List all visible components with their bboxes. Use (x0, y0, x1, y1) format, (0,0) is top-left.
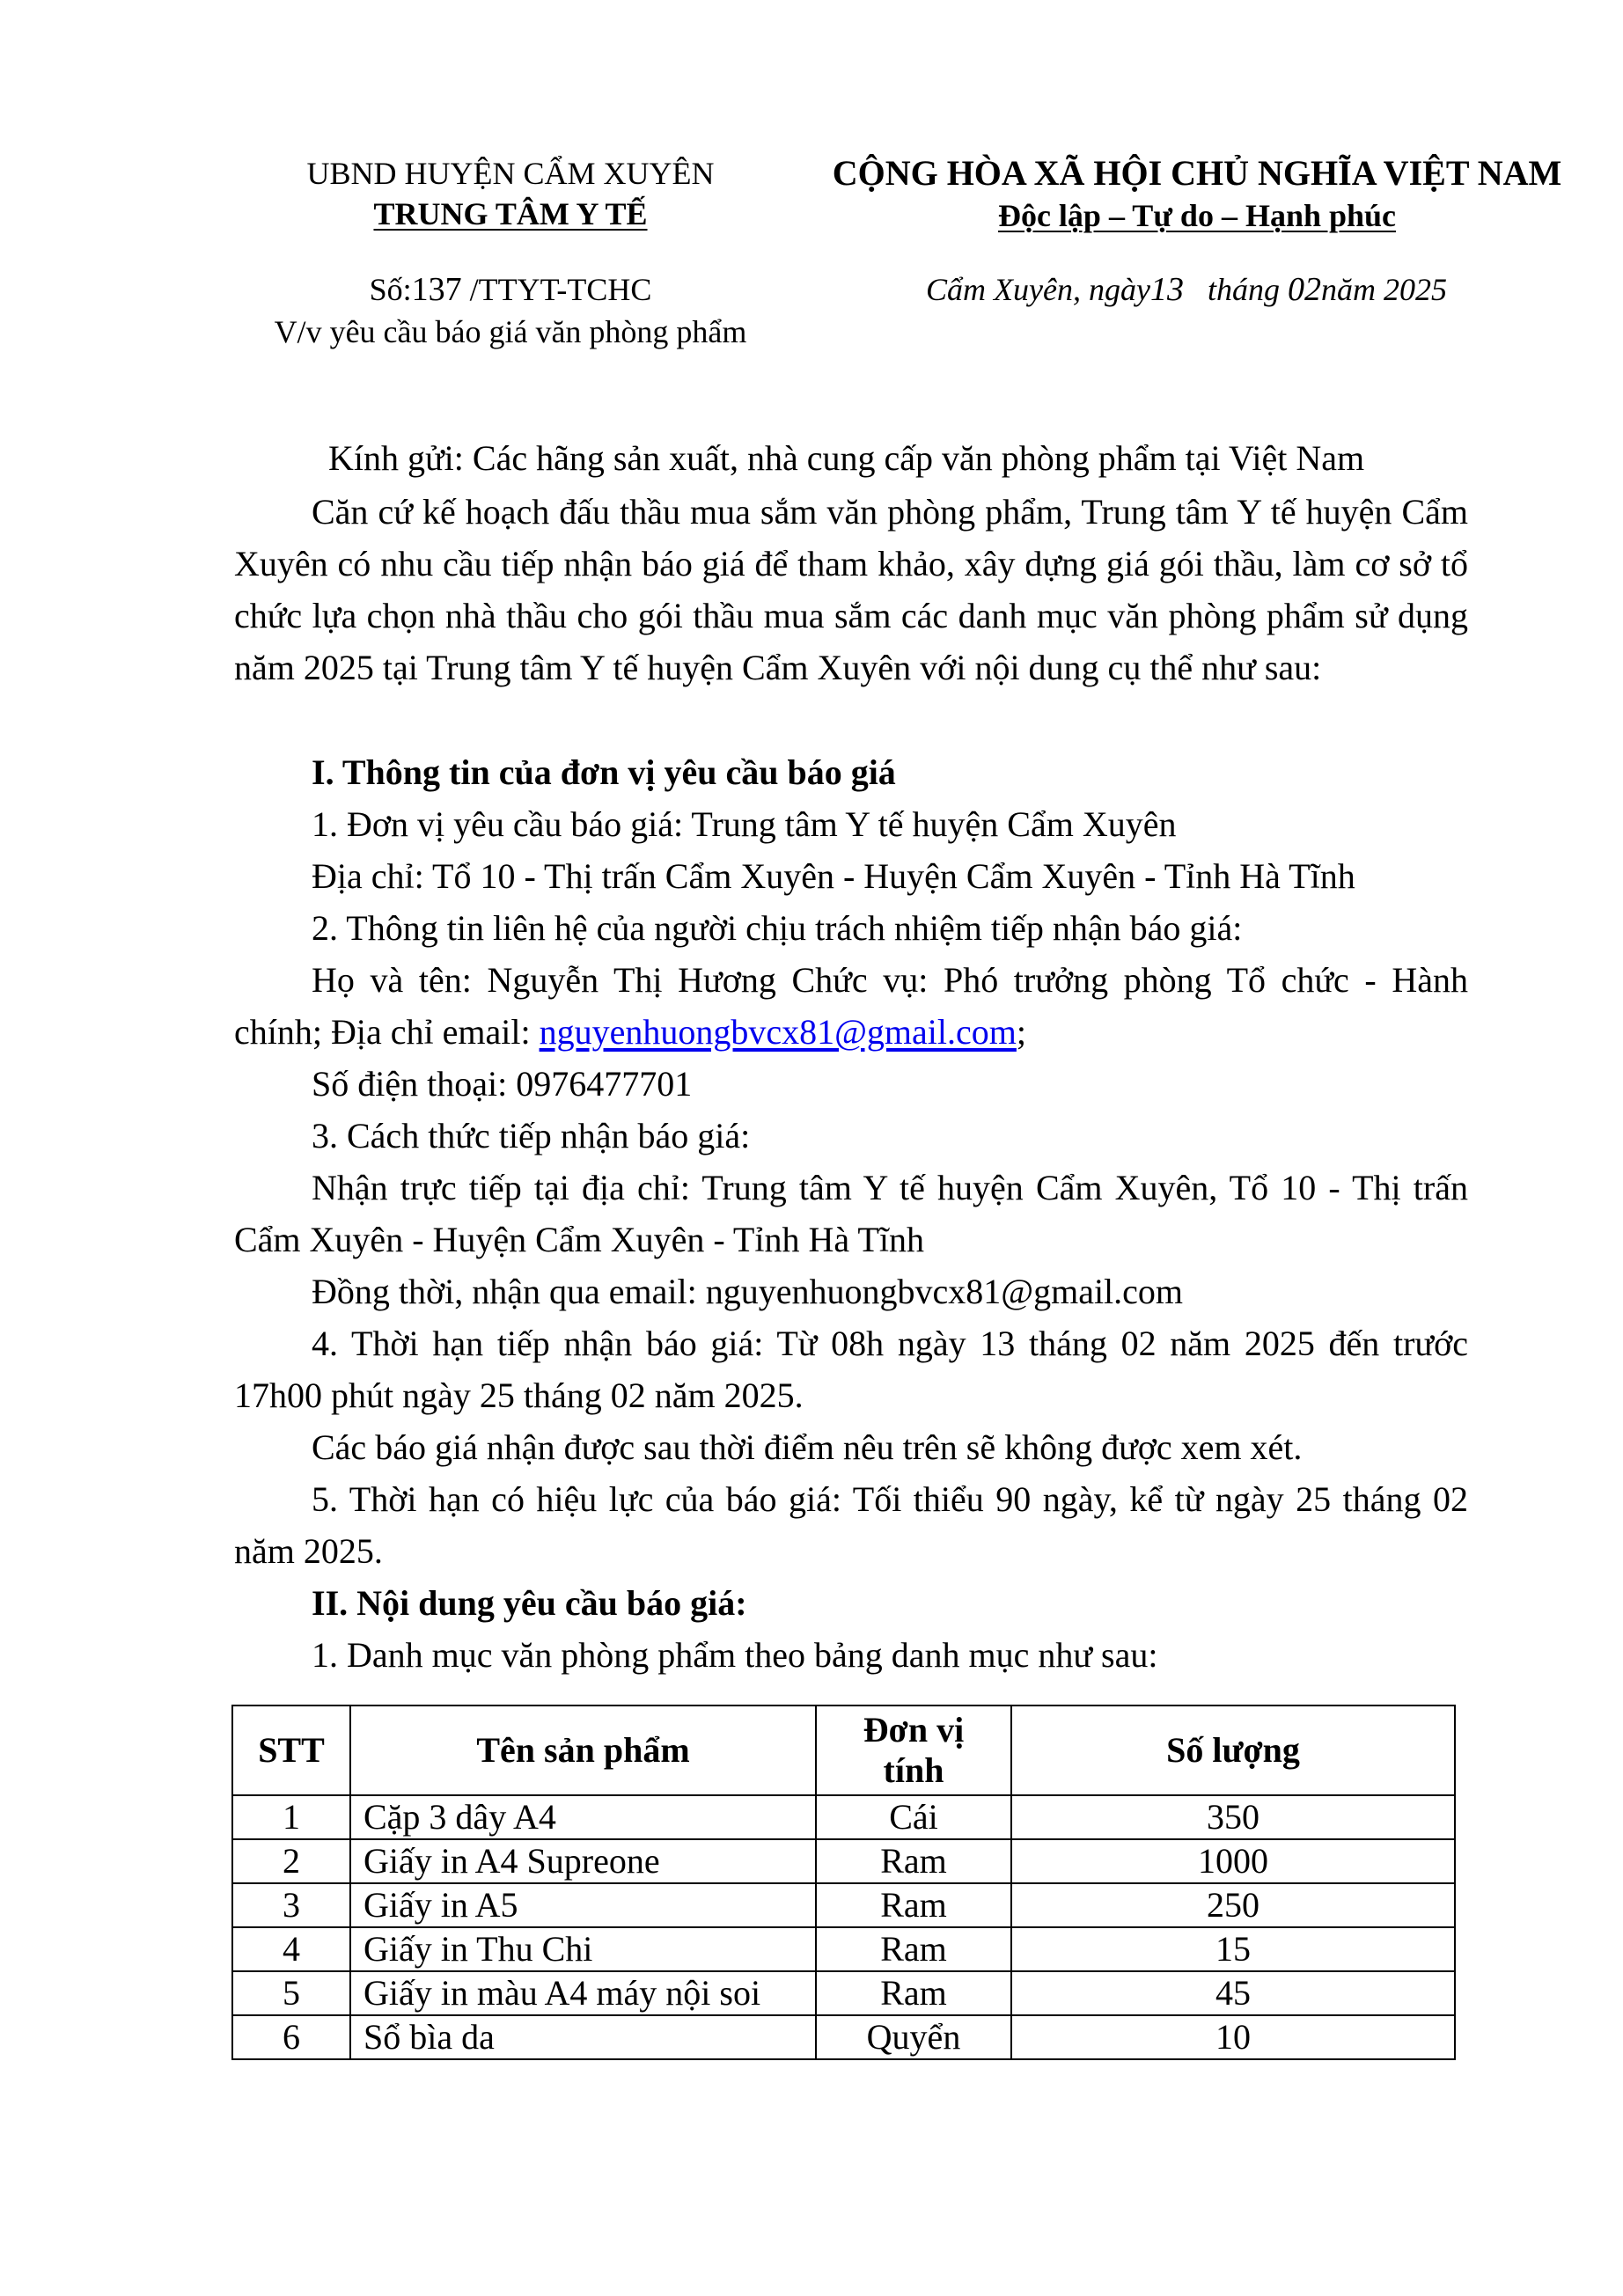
recipient-line: Kính gửi: Các hãng sản xuất, nhà cung cấp văn phòng phẩm tại Việt Nam (328, 438, 1365, 478)
intro-paragraph: Căn cứ kế hoạch đấu thầu mua sắm văn phòng phẩm, Trung tâm Y tế huyện Cẩm Xuyên có nhu cầu tiếp nhận báo giá để tham khảo, xây dựng giá gói thầu, làm cơ sở tổ chức lựa chọn nhà thầu cho gói thầu mua sắm các danh mục văn phòng phẩm sử dụng năm 2025 tại Trung tâm Y tế huyện Cẩm Xuyên với nội dung cụ thể như sau: (234, 492, 1468, 687)
product-table (231, 1705, 1456, 2060)
contact-email-link[interactable]: nguyenhuongbvcx81@gmail.com (539, 1012, 1017, 1052)
section-1-item-3: 3. Cách thức tiếp nhận báo giá: (312, 1116, 751, 1155)
section-1-address: Địa chỉ: Tổ 10 - Thị trấn Cẩm Xuyên - Huyện Cẩm Xuyên - Tỉnh Hà Tĩnh (312, 856, 1355, 896)
section-1-item-1: 1. Đơn vị yêu cầu báo giá: Trung tâm Y tế huyện Cẩm Xuyên (312, 804, 1177, 844)
cell-unit: Cái (816, 1795, 1011, 1839)
table-row (232, 1883, 1455, 1927)
cell-product-name: Giấy in A4 Supreone (350, 1839, 816, 1883)
date-prefix: Cẩm Xuyên, ngày (926, 272, 1150, 307)
header-unit (816, 1705, 1011, 1795)
document-number-prefix: Số: (369, 272, 412, 307)
national-motto (819, 195, 1575, 236)
table-row (232, 2015, 1455, 2059)
cell-unit: Ram (816, 1971, 1011, 2015)
contact-paragraph (234, 954, 1468, 1058)
section-1-item-4: 4. Thời hạn tiếp nhận báo giá: Từ 08h ngày 13 tháng 02 năm 2025 đến trước 17h00 phút ngày 25 tháng 02 năm 2025. (234, 1324, 1468, 1415)
section-2-item-1: 1. Danh mục văn phòng phẩm theo bảng danh mục như sau: (312, 1635, 1158, 1675)
organization-name-text: TRUNG TÂM Y TẾ (373, 196, 648, 231)
cell-stt: 1 (232, 1795, 350, 1839)
cell-product-name: Sổ bìa da (350, 2015, 816, 2059)
section-1-item-5: 5. Thời hạn có hiệu lực của báo giá: Tối thiểu 90 ngày, kể từ ngày 25 tháng 02 năm 2025. (234, 1479, 1468, 1571)
cell-unit: Ram (816, 1883, 1011, 1927)
header-stt: STT (232, 1705, 350, 1795)
late-note: Các báo giá nhận được sau thời điểm nêu trên sẽ không được xem xét. (312, 1427, 1303, 1467)
cell-stt: 3 (232, 1883, 350, 1927)
section-2-title: II. Nội dung yêu cầu báo giá: (312, 1583, 747, 1623)
contact-end: ; (1016, 1012, 1026, 1052)
cell-quantity: 45 (1011, 1971, 1455, 2015)
email-receipt-line: Đồng thời, nhận qua email: nguyenhuongbvcx81@gmail.com (312, 1272, 1184, 1311)
organization-name (290, 194, 731, 234)
date-year: năm 2025 (1320, 272, 1447, 307)
national-title: CỘNG HÒA XÃ HỘI CHỦ NGHĨA VIỆT NAM (832, 153, 1562, 193)
section-1-item-2: 2. Thông tin liên hệ của người chịu trách nhiệm tiếp nhận báo giá: (312, 908, 1243, 948)
date-day: 13 (1149, 271, 1184, 308)
document-number-handwritten: 137 (411, 271, 462, 308)
cell-quantity: 250 (1011, 1883, 1455, 1927)
document-date (926, 269, 1447, 310)
header-unit-line-2: tính (883, 1750, 944, 1790)
header-unit-line-1: Đơn vị (863, 1710, 965, 1750)
national-motto-text: Độc lập – Tự do – Hạnh phúc (997, 198, 1397, 233)
cell-quantity: 10 (1011, 2015, 1455, 2059)
cell-stt: 2 (232, 1839, 350, 1883)
table-row (232, 1795, 1455, 1839)
cell-stt: 6 (232, 2015, 350, 2059)
date-month: 02 (1287, 271, 1321, 308)
cell-product-name: Giấy in màu A4 máy nội soi (350, 1971, 816, 2015)
cell-quantity: 15 (1011, 1927, 1455, 1971)
cell-unit: Ram (816, 1927, 1011, 1971)
cell-stt: 5 (232, 1971, 350, 2015)
cell-product-name: Giấy in A5 (350, 1883, 816, 1927)
cell-quantity: 350 (1011, 1795, 1455, 1839)
contact-text: Họ và tên: Nguyễn Thị Hương Chức vụ: Phó trưởng phòng Tổ chức - Hành chính; Địa chỉ email: (234, 960, 1468, 1052)
direct-receipt-paragraph: Nhận trực tiếp tại địa chỉ: Trung tâm Y tế huyện Cẩm Xuyên, Tổ 10 - Thị trấn Cẩm Xuyên - Huyện Cẩm Xuyên - Tỉnh Hà Tĩnh (234, 1168, 1468, 1259)
cell-stt: 4 (232, 1927, 350, 1971)
table-header-row (232, 1705, 1455, 1795)
header-quantity: Số lượng (1011, 1705, 1455, 1795)
cell-unit: Quyển (816, 2015, 1011, 2059)
section-1-title: I. Thông tin của đơn vị yêu cầu báo giá (312, 752, 896, 792)
table-row (232, 1971, 1455, 2015)
agency-name: UBND HUYỆN CẨM XUYÊN (306, 156, 715, 191)
phone-line: Số điện thoại: 0976477701 (312, 1064, 693, 1104)
document-number (290, 269, 731, 310)
document-number-suffix: /TTYT-TCHC (461, 272, 652, 307)
table-row (232, 1839, 1455, 1883)
cell-product-name: Cặp 3 dây A4 (350, 1795, 816, 1839)
date-month-label: tháng (1207, 272, 1280, 307)
document-subject: V/v yêu cầu báo giá văn phòng phẩm (274, 314, 747, 349)
header-product-name: Tên sản phẩm (350, 1705, 816, 1795)
cell-quantity: 1000 (1011, 1839, 1455, 1883)
cell-product-name: Giấy in Thu Chi (350, 1927, 816, 1971)
cell-unit: Ram (816, 1839, 1011, 1883)
table-row (232, 1927, 1455, 1971)
